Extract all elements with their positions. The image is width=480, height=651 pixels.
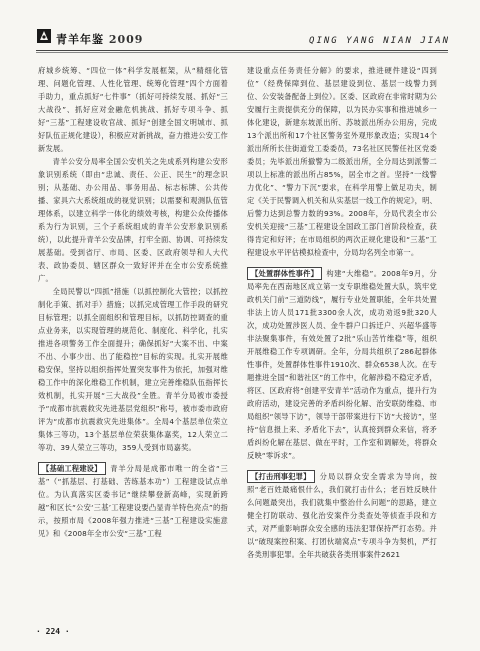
yearbook-title — [56, 31, 143, 47]
left-paragraph-3: 全局民警以“四抓”措施（以抓控制化大管控；以抓控制化手策、抓对手）措施；以抓完成管理工作手段的研究目标管理；以抓全面组织和管理目标，以抓防控调查的重点业务来，以实现管理的规范化、制度化、科学化，扎实推进各项警务工作全面提升；确保抓好“大案不出、中案不出、小事少出、出了能稳控”目标的实现。扎实开展维稳安保，坚持以组织指挥处置突发事件为依托，加强对维稳工作中的深化维稳工作机制，建立完善维稳队伍指挥长效机制，扎实开展“三大战役”全胜。青羊分局被市委授予“成都市抗震救灾先进基层党组织”称号，被市委市政府评为“成都市抗震救灾先进集体”。全局4个基层单位荣立集体三等功，13个基层单位荣获集体嘉奖，12人荣立二等功、39人荣立三等功，359人受到市局嘉奖。 — [38, 287, 228, 452]
yearbook-title-text: 青羊年鉴 — [56, 33, 104, 46]
right-column — [247, 64, 437, 561]
page-number: · 224 · — [36, 627, 70, 636]
right-paragraph-2: 构建“大维稳”。2008年9月，分局率先在西南地区成立第一支专职维稳处置大队，筑牢党政机关门前“三道防线”，履行专业处置职能，全年共处置非法上访人员171批3300余人次，成功劝返9批320人次，成功处置涉医人员、金牛群户口拆迁户、兴超华盛等非法聚集事件，有效处置了2批“乐山苦竹维稳”等，组织开展维稳工作专项调研。全年，分局共组织了286起群体性事件，处置群体性事件1910次、群众6538人次。在专题推进全国“和谐社区”的工作中，化解涉稳不稳定矛盾，将区、区政府将“创建平安青羊”活动作为重点，提升行为政府活动，建设完善的矛盾纠纷化解、治安联防维稳、市局组织“领导下访”，领导干部带案进行下访“大接访”，坚持“信息报上来、矛盾化下去”，认真接到群众来信，将矛盾纠纷化解在基层、做在平时，工作室和调解处，将群众反映“零诉求”。 — [247, 269, 437, 460]
header-divider — [36, 50, 448, 51]
spacer — [247, 259, 437, 267]
left-paragraph-1: 府城乡统筹、“四位一体”科学发展框架，从“精细化管理、问题化管理、人性化管理、统筹化管理”四个方面着手助力，重点抓好“七件事”（抓好可持续发展、抓好“三大战役”、抓好应对金融危机挑战、抓好专项斗争、抓好“三基”工程建设收官战、抓好“创建全国文明城市、抓好队伍正规化建设），积极应对新挑战，奋力推进公安工作新发展。 — [38, 66, 228, 153]
section-title-infrastructure: 【基础工程建设】 — [38, 462, 106, 475]
right-paragraph-3: 分局以群众安全需求为导向，按照“老百姓最痛恨什么，我们就打击什么；老百姓反映什么问题最突出，我们就集中整治什么问题”的思路，建立健全打防联动、强化治安案件分类查处等侦查手段和方式，对严重影响群众安全感的违法犯罪保持严打态势。并以“破现案控积案、打团伙端窝点”专项斗争为契机，严打各类刑事犯罪。全年共破获各类刑事案件2621 — [247, 472, 437, 559]
spacer — [247, 462, 437, 470]
header-pinyin: QING YANG NIAN JIAN — [309, 36, 450, 46]
section-title-mass-incidents: 【处置群体性事件】 — [247, 267, 322, 280]
section-title-crime: 【打击刑事犯罪】 — [247, 470, 315, 483]
page-header — [0, 0, 480, 50]
right-paragraph-1: 建设重点任务责任分解》的要求，推进硬件建设“四到位”（经费保障到位、基层建设到位、基层一线警力到位、公安装备配备上到位）。区委、区政府在非常时期为公安履行主责提供充分的保障，以为民办实事和推进城乡一体化建设，新建东坡派出所、苏坡派出所办公用房，完成13个派出所和17个社区警务室外观形象改造；实现14个派出所所长住街道党工委委员，73名社区民警任社区党委委员；先毕派出所撤警为二级派出所，全分局达到派警二项以上标准的派出所占85%，居全市之首。坚持“一线警力优化”、“警力下沉”要求，在科学用警上做足功夫，制定《关于民警调入机关和从实基层一线工作的规定》，明、后警力达到总警力数的93%。2008年，分局代表全市公安机关迎接“三基”工程建设全国政工部门首阶段检查，获得肯定和好评；在市局组织的两次正规化建设和“三基”工程建设水平评估模拟检查中，分局均名列全市第一。 — [247, 66, 437, 257]
yearbook-year: 2009 — [108, 33, 144, 46]
yearbook-logo-icon — [36, 28, 52, 44]
left-paragraph-4: 青羊分局是成都市唯一的全省“三基”（“抓基层、打基础、苦练基本功”）工程建设试点单位。为认真落实区委书记“继续攀登新高峰，实现新跨越”和区长“公安‘三基’工程建设要凸显青羊特色亮点”的指示，按照市局《2008年强力推进“三基”工程建设实施意见》和《2008年全市公安“三基”工程 — [38, 464, 228, 538]
header-divider-thin — [36, 52, 448, 53]
left-paragraph-2: 青羊公安分局率全国公安机关之先成系列构建公安形象识别系统（即由“忠诚、责任、公正、民生”的理念识别；从基础、办公用品、事务用品、标志标牌、公共传播、家具六大系统组成的视觉识别；以需要和观测队伍管理体系，以建立科学一体化的绩效考核，构建公众传播体系为行为识别，三个子系统组成的青羊公安形象识别系统），以此提升青羊公安品牌，打牢全面、协调、可持续发展基础。受到省厅、市局、区委、区政府领导和人大代表、政协委员、辖区群众一致好评并在全市公安系统推广。 — [38, 157, 228, 283]
right-section-mass-incidents — [247, 267, 437, 462]
left-column — [38, 64, 228, 540]
spacer — [38, 454, 228, 462]
left-section-infrastructure — [38, 462, 228, 540]
right-section-crime — [247, 470, 437, 561]
